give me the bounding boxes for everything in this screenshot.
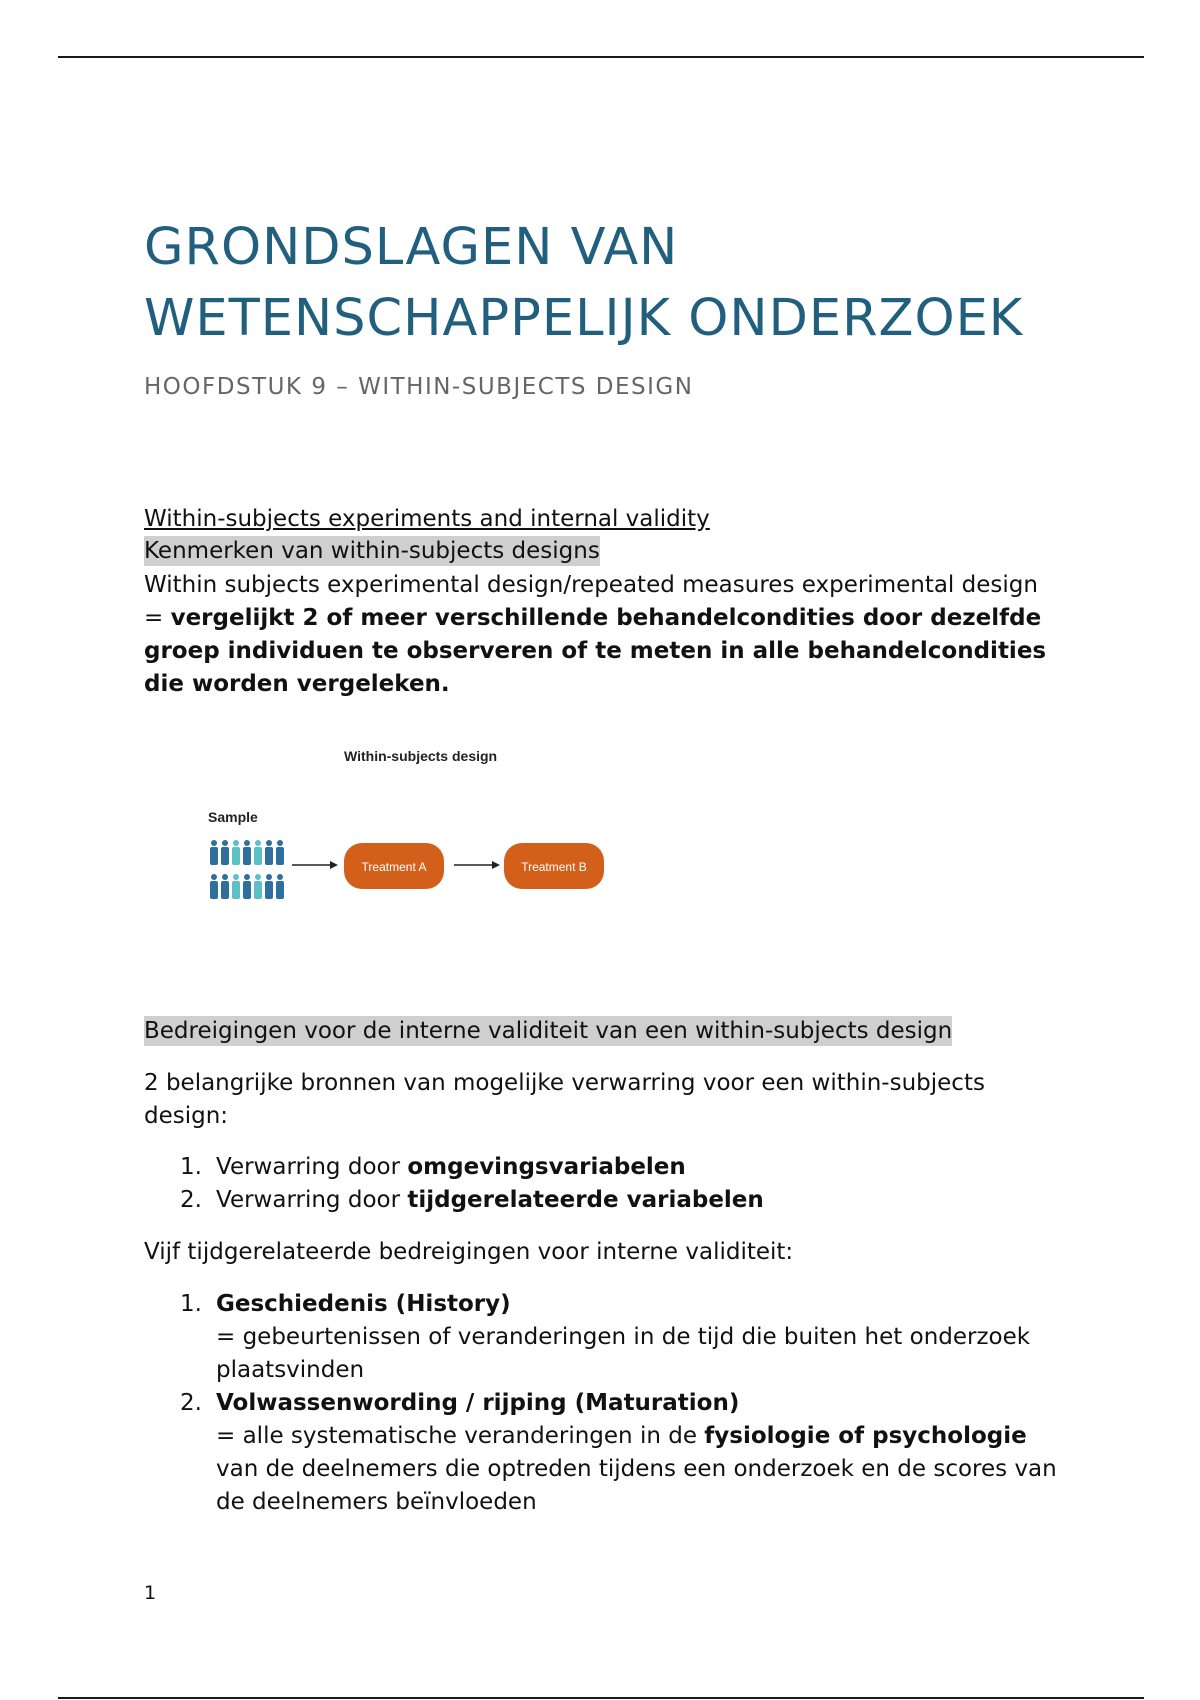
sample-people-group [210,840,284,899]
list-number: 1. [180,1154,202,1180]
person-icon [254,874,262,899]
list-item-text: Verwarring door [216,1154,408,1180]
figure-title: Within-subjects design [344,748,498,764]
list-item-bold: tijdgerelateerde variabelen [407,1187,764,1213]
threat-description: = alle systematische veranderingen in de [216,1423,705,1449]
threat-description: = gebeurtenissen of veranderingen in de tijd die buiten het onderzoek plaatsvinden [216,1324,1031,1383]
person-icon [243,874,251,899]
person-icon [210,840,218,865]
person-icon [232,874,240,899]
list-number: 2. [180,1187,202,1213]
threat-name: Geschiedenis (History) [216,1291,511,1317]
list-item [144,1151,1064,1184]
arrow-to-treatment-a [292,861,338,869]
title-line-1: GRONDSLAGEN VAN [144,218,679,277]
list-number: 1. [180,1291,202,1317]
definition-plain: Within subjects experimental design/repeated measures experimental design = [144,572,1038,631]
page-number: 1 [144,1582,157,1604]
treatment-b-label: Treatment B [521,860,587,874]
threats-intro: 2 belangrijke bronnen van mogelijke verwarring voor een within-subjects design: [144,1070,985,1129]
definition-paragraph [144,569,1064,701]
header-rule [58,56,1144,58]
five-threats-intro: Vijf tijdgerelateerde bedreigingen voor interne validiteit: [144,1239,794,1265]
section-heading: Within-subjects experiments and internal validity [144,506,710,532]
arrow-to-treatment-b [454,861,500,869]
person-icon [276,874,284,899]
kenmerken-heading-text: Kenmerken van within-subjects designs [144,538,600,564]
list-item-bold: omgevingsvariabelen [407,1154,686,1180]
document-subtitle: HOOFDSTUK 9 – WITHIN-SUBJECTS DESIGN [144,374,694,400]
person-icon [243,840,251,865]
person-icon [254,840,262,865]
threat-description-bold: fysiologie of psychologie [704,1423,1027,1449]
person-icon [221,874,229,899]
list-item [144,1387,1064,1519]
list-item [144,1184,1064,1217]
kenmerken-heading [144,536,600,566]
treatment-a-label: Treatment A [361,860,427,874]
list-item [144,1288,1064,1387]
footer-rule [58,1697,1144,1699]
within-subjects-figure [192,740,772,910]
figure-sample-label: Sample [208,809,258,825]
person-icon [265,874,273,899]
person-icon [265,840,273,865]
person-icon [276,840,284,865]
title-line-2: WETENSCHAPPELIJK ONDERZOEK [144,289,1024,348]
threat-description-rest: van de deelnemers die optreden tijdens een onderzoek en de scores van de deelnemers beïnvloeden [216,1456,1057,1515]
person-icon [210,874,218,899]
list-number: 2. [180,1390,202,1416]
person-icon [221,840,229,865]
sources-list [144,1151,1064,1217]
list-item-text: Verwarring door [216,1187,408,1213]
threats-heading-text: Bedreigingen voor de interne validiteit van een within-subjects design [144,1018,953,1044]
threats-heading [144,1016,952,1046]
person-icon [232,840,240,865]
definition-bold: vergelijkt 2 of meer verschillende behandelcondities door dezelfde groep individuen te observeren of te meten in alle behandelcondities die worden vergeleken. [144,605,1047,697]
threats-list [144,1288,1064,1519]
threat-name: Volwassenwording / rijping (Maturation) [216,1390,740,1416]
document-title [144,212,1104,354]
